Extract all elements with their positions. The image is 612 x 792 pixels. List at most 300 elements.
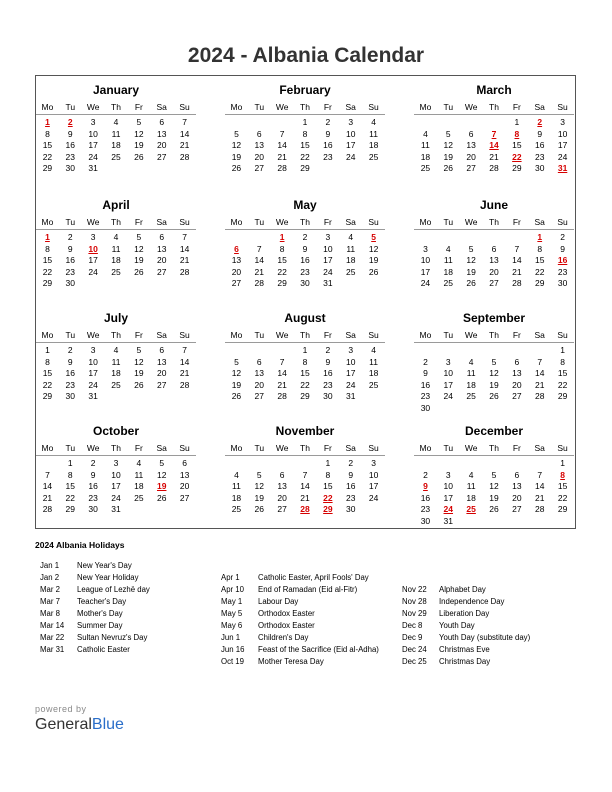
day-cell: 13: [489, 255, 499, 265]
day-cell: 15: [42, 140, 53, 150]
weekday-label: Sa: [534, 217, 545, 227]
holiday-name: Alphabet Day: [439, 585, 486, 594]
day-cell: 1: [325, 458, 331, 468]
weekday-label: Tu: [443, 102, 454, 112]
day-cell: 27: [156, 266, 167, 277]
day-cell: 22: [300, 151, 310, 162]
day-cell: 22: [65, 492, 76, 503]
day-cell: 27: [512, 391, 522, 401]
day-cell: 18: [111, 140, 121, 150]
day-cell: 8: [325, 469, 331, 480]
day-cell: 12: [134, 356, 144, 367]
month-december: [414, 417, 574, 525]
day-cell: 3: [113, 458, 119, 468]
holiday-row: [221, 608, 379, 620]
day-cell: 19: [466, 266, 476, 277]
day-cell: 25: [368, 151, 379, 162]
weekday-label: Th: [111, 102, 121, 112]
day-cell: 29: [65, 504, 76, 514]
weekday-label: Sa: [534, 102, 545, 112]
day-cell: 12: [254, 481, 265, 491]
holidays-heading: 2024 Albania Holidays: [35, 540, 125, 550]
holiday-name: Sultan Nevruz's Day: [77, 633, 148, 642]
day-cell: 27: [489, 278, 499, 288]
day-cell: 5: [136, 232, 142, 242]
day-cell: 19: [368, 255, 379, 265]
day-cell: 24: [420, 278, 431, 288]
day-cell: 4: [113, 117, 119, 127]
day-cell: 30: [534, 163, 545, 173]
day-cell: 18: [134, 481, 144, 491]
day-cell: 24: [557, 151, 568, 162]
day-cell: 19: [134, 255, 144, 265]
weekday-label: Tu: [443, 217, 454, 227]
day-cell: 2: [90, 458, 96, 468]
day-cell: 28: [534, 391, 545, 401]
day-cell: 5: [256, 469, 262, 480]
day-cell: 11: [346, 243, 356, 254]
weekday-label: Th: [300, 217, 310, 227]
holiday-name: Mother's Day: [77, 609, 123, 618]
day-cell: 21: [512, 266, 522, 277]
day-cell: 25: [443, 278, 454, 288]
day-cell: 26: [489, 504, 499, 514]
day-cell: 16: [345, 481, 356, 491]
day-cell: 6: [514, 356, 520, 367]
holiday-date: Mar 22: [40, 633, 65, 642]
month-name: January: [92, 83, 140, 97]
day-cell: 18: [231, 492, 242, 503]
weekday-label: We: [275, 102, 289, 112]
day-cell: 28: [179, 151, 190, 162]
day-cell: 17: [345, 140, 356, 150]
day-cell: 16: [323, 140, 333, 150]
day-cell: 17: [420, 266, 431, 277]
day-cell: 4: [423, 128, 428, 139]
day-cell: 25: [111, 151, 121, 162]
day-cell: 22: [300, 379, 310, 390]
month-may: [225, 191, 385, 299]
weekday-label: Th: [300, 102, 310, 112]
day-cell: 2: [325, 345, 331, 355]
day-cell: 21: [534, 379, 545, 390]
day-cell: 30: [65, 391, 76, 401]
holiday-date: May 1: [221, 597, 243, 606]
day-cell: 29: [42, 391, 53, 401]
weekday-label: Th: [489, 217, 499, 227]
day-cell: 29: [512, 163, 522, 173]
day-cell: 23: [345, 492, 356, 503]
weekday-label: Tu: [443, 330, 454, 340]
holiday-day-cell: 5: [371, 232, 376, 242]
weekday-label: Mo: [41, 330, 54, 340]
holiday-row: [40, 620, 150, 632]
day-cell: 28: [179, 379, 190, 390]
weekday-header: [36, 217, 196, 230]
day-cell: 27: [254, 391, 265, 401]
weekday-label: We: [86, 443, 100, 453]
day-cell: 23: [420, 391, 431, 401]
weekday-label: Su: [368, 102, 379, 112]
day-cell: 11: [111, 128, 121, 139]
day-cell: 26: [443, 163, 454, 173]
day-cell: 14: [42, 481, 53, 491]
day-cell: 15: [42, 368, 53, 378]
weekday-label: Fr: [134, 443, 143, 453]
day-cell: 2: [325, 117, 331, 127]
weekday-label: Fr: [323, 217, 332, 227]
day-cell: 21: [254, 266, 265, 277]
day-cell: 13: [156, 128, 167, 139]
day-cell: 28: [42, 504, 53, 514]
holiday-row: [40, 572, 150, 584]
day-cell: 21: [534, 492, 545, 503]
holiday-row: [40, 560, 150, 572]
day-cell: 11: [369, 356, 378, 367]
day-cell: 17: [88, 368, 98, 378]
day-cell: 5: [491, 356, 497, 367]
day-cell: 16: [534, 140, 545, 150]
powered-by-text: powered by: [35, 704, 87, 714]
holiday-date: May 5: [221, 609, 243, 618]
day-cell: 21: [489, 151, 499, 162]
day-cell: 13: [254, 368, 265, 378]
day-cell: 26: [134, 151, 144, 162]
weekday-label: Su: [557, 330, 568, 340]
holiday-row: [221, 620, 379, 632]
holiday-row: [40, 632, 150, 644]
weekday-label: Su: [368, 443, 379, 453]
day-cell: 25: [111, 266, 121, 277]
day-cell: 8: [45, 243, 50, 254]
day-cell: 2: [67, 345, 73, 355]
day-cell: 29: [277, 278, 287, 288]
day-cell: 7: [182, 232, 187, 242]
day-cell: 7: [537, 356, 543, 367]
day-cell: 18: [420, 151, 431, 162]
day-cell: 20: [466, 151, 476, 162]
weekday-header: [36, 443, 196, 456]
weekday-header: [225, 217, 385, 230]
day-cell: 8: [302, 128, 308, 139]
weekday-label: Sa: [534, 443, 545, 453]
weekday-label: We: [86, 102, 100, 112]
holiday-row: [40, 596, 150, 608]
day-cell: 22: [42, 151, 53, 162]
day-cell: 13: [179, 469, 190, 480]
holiday-day-cell: 14: [489, 140, 499, 150]
weekday-label: Tu: [65, 330, 76, 340]
day-cell: 20: [156, 368, 167, 378]
holiday-day-cell: 8: [560, 469, 565, 480]
generalblue-logo[interactable]: [35, 704, 124, 734]
day-cell: 23: [534, 151, 545, 162]
day-cell: 30: [65, 278, 76, 288]
day-cell: 3: [445, 469, 451, 480]
day-cell: 19: [489, 379, 499, 390]
day-cell: 12: [134, 128, 144, 139]
holiday-row: [402, 656, 530, 668]
day-cell: 9: [90, 469, 96, 480]
day-cell: 28: [512, 278, 522, 288]
day-cell: 6: [182, 458, 187, 468]
day-cell: 31: [88, 391, 98, 401]
day-cell: 20: [512, 492, 522, 503]
brand-name: [35, 716, 124, 734]
weekday-label: Mo: [230, 217, 243, 227]
holiday-day-cell: 29: [323, 504, 333, 514]
day-cell: 21: [179, 368, 190, 378]
day-cell: 11: [111, 356, 121, 367]
weekday-label: Fr: [134, 217, 143, 227]
weekday-label: Sa: [156, 330, 167, 340]
day-cell: 1: [514, 117, 520, 127]
holiday-day-cell: 31: [557, 163, 568, 173]
weekday-label: Sa: [156, 443, 167, 453]
holiday-day-cell: 22: [512, 151, 522, 162]
holiday-name: Catholic Easter: [77, 645, 130, 654]
day-cell: 8: [67, 469, 73, 480]
day-cell: 10: [111, 469, 121, 480]
holiday-date: Dec 9: [402, 633, 423, 642]
weekday-header: [414, 443, 574, 456]
day-cell: 11: [466, 481, 476, 491]
day-cell: 4: [468, 469, 474, 480]
day-cell: 19: [254, 492, 265, 503]
day-cell: 6: [159, 232, 165, 242]
day-cell: 9: [67, 128, 73, 139]
day-cell: 26: [231, 391, 242, 401]
day-cell: 24: [88, 379, 98, 390]
holiday-row: [221, 656, 379, 668]
day-cell: 18: [368, 368, 379, 378]
holiday-day-cell: 22: [323, 492, 333, 503]
day-cell: 23: [65, 151, 76, 162]
day-cell: 18: [345, 255, 356, 265]
weekday-label: Th: [111, 217, 121, 227]
weekday-label: Sa: [345, 217, 356, 227]
holiday-day-cell: 24: [443, 504, 454, 514]
holiday-name: Catholic Easter, April Fools' Day: [258, 573, 369, 582]
weekday-label: Tu: [254, 102, 265, 112]
weekday-label: Sa: [534, 330, 545, 340]
holiday-date: Dec 8: [402, 621, 423, 630]
day-cell: 31: [443, 515, 454, 526]
day-cell: 10: [88, 128, 98, 139]
weekday-label: Th: [111, 443, 121, 453]
day-cell: 17: [443, 379, 454, 390]
holiday-column: [40, 560, 150, 656]
day-cell: 6: [279, 469, 285, 480]
holiday-row: [40, 584, 150, 596]
day-cell: 3: [371, 458, 376, 468]
day-cell: 17: [323, 255, 333, 265]
weekday-label: Th: [300, 330, 310, 340]
day-cell: 25: [368, 379, 379, 390]
weekday-label: Th: [300, 443, 310, 453]
day-cell: 21: [179, 255, 190, 265]
day-cell: 21: [42, 492, 53, 503]
day-cell: 12: [489, 481, 499, 491]
day-cell: 27: [277, 504, 287, 514]
day-cell: 18: [368, 140, 379, 150]
day-cell: 14: [179, 128, 190, 139]
day-cell: 30: [323, 391, 333, 401]
weekday-label: Tu: [443, 443, 454, 453]
weekday-label: Mo: [419, 330, 432, 340]
day-cell: 16: [65, 368, 76, 378]
weekday-label: Tu: [254, 443, 265, 453]
day-cell: 3: [445, 356, 451, 367]
holiday-day-cell: 6: [234, 243, 239, 254]
day-cell: 29: [300, 391, 310, 401]
day-cell: 29: [557, 504, 568, 514]
weekday-label: Sa: [345, 102, 356, 112]
weekday-label: We: [275, 330, 289, 340]
day-cell: 17: [88, 140, 98, 150]
day-cell: 25: [466, 391, 476, 401]
day-cell: 16: [420, 379, 431, 390]
day-cell: 30: [65, 163, 76, 173]
day-cell: 26: [231, 163, 242, 173]
day-cell: 17: [443, 492, 454, 503]
day-cell: 30: [300, 278, 310, 288]
holiday-date: Apr 10: [221, 585, 244, 594]
weekday-label: Fr: [323, 330, 332, 340]
holiday-name: Labour Day: [258, 597, 299, 606]
day-cell: 7: [182, 345, 187, 355]
day-cell: 6: [256, 128, 262, 139]
month-name: September: [462, 311, 526, 325]
holiday-row: [221, 644, 379, 656]
day-cell: 1: [302, 345, 308, 355]
holiday-name: New Year's Day: [77, 561, 132, 570]
weekday-label: Su: [179, 443, 190, 453]
weekday-label: Sa: [156, 102, 167, 112]
day-cell: 23: [323, 379, 333, 390]
weekday-label: Su: [557, 217, 568, 227]
day-cell: 9: [537, 128, 543, 139]
day-cell: 30: [345, 504, 356, 514]
holiday-day-cell: 8: [514, 128, 520, 139]
day-cell: 9: [67, 243, 73, 254]
day-cell: 16: [88, 481, 98, 491]
day-cell: 4: [234, 469, 239, 480]
day-cell: 20: [254, 151, 265, 162]
day-cell: 13: [277, 481, 287, 491]
weekday-label: Fr: [512, 443, 521, 453]
day-cell: 22: [534, 266, 545, 277]
brand-blue: Blue: [91, 716, 124, 733]
day-cell: 31: [88, 163, 98, 173]
holiday-name: Christmas Eve: [439, 645, 490, 654]
day-cell: 20: [156, 140, 167, 150]
day-cell: 13: [254, 140, 265, 150]
holiday-name: Children's Day: [258, 633, 309, 642]
day-cell: 13: [512, 368, 522, 378]
weekday-label: Mo: [41, 443, 54, 453]
holiday-date: Mar 8: [40, 609, 60, 618]
holiday-date: Dec 24: [402, 645, 427, 654]
day-cell: 26: [466, 278, 476, 288]
day-cell: 2: [348, 458, 354, 468]
day-cell: 22: [277, 266, 287, 277]
day-cell: 20: [254, 379, 265, 390]
holiday-day-cell: 7: [491, 128, 497, 139]
holiday-day-cell: 1: [279, 232, 285, 242]
day-cell: 12: [489, 368, 499, 378]
day-cell: 4: [348, 232, 354, 242]
day-cell: 10: [345, 356, 356, 367]
weekday-header: [225, 102, 385, 115]
weekday-label: We: [275, 443, 289, 453]
weekday-label: Fr: [323, 443, 332, 453]
day-cell: 23: [300, 266, 310, 277]
day-cell: 8: [537, 243, 543, 254]
holiday-date: Jan 2: [40, 573, 60, 582]
month-name: May: [293, 198, 317, 212]
day-cell: 7: [279, 128, 285, 139]
day-cell: 6: [159, 117, 165, 127]
day-cell: 23: [65, 379, 76, 390]
day-cell: 27: [512, 504, 522, 514]
day-cell: 9: [348, 469, 354, 480]
holiday-day-cell: 1: [45, 232, 50, 242]
holiday-name: Teacher's Day: [77, 597, 127, 606]
day-cell: 28: [277, 391, 287, 401]
day-cell: 9: [325, 128, 331, 139]
day-cell: 17: [111, 481, 121, 491]
weekday-label: Mo: [419, 217, 432, 227]
day-cell: 15: [277, 255, 287, 265]
day-cell: 9: [325, 356, 331, 367]
weekday-label: Su: [179, 102, 190, 112]
weekday-label: We: [464, 217, 478, 227]
day-cell: 8: [279, 243, 285, 254]
holiday-date: Nov 22: [402, 585, 427, 594]
weekday-label: We: [275, 217, 289, 227]
day-cell: 29: [42, 278, 53, 288]
weekday-label: Tu: [65, 102, 76, 112]
day-cell: 3: [348, 345, 354, 355]
day-cell: 31: [345, 391, 356, 401]
day-cell: 3: [325, 232, 331, 242]
weekday-label: We: [86, 330, 100, 340]
month-name: March: [476, 83, 512, 97]
day-cell: 9: [67, 356, 73, 367]
day-cell: 15: [512, 140, 522, 150]
day-cell: 16: [420, 492, 431, 503]
day-cell: 3: [348, 117, 354, 127]
day-cell: 5: [159, 458, 165, 468]
day-cell: 22: [557, 492, 568, 503]
day-cell: 8: [302, 356, 308, 367]
month-name: October: [92, 424, 139, 438]
day-cell: 30: [420, 402, 431, 413]
day-cell: 27: [254, 163, 265, 173]
day-cell: 26: [156, 492, 167, 503]
day-cell: 21: [277, 379, 287, 390]
day-cell: 11: [369, 128, 378, 139]
day-cell: 13: [466, 140, 476, 150]
day-cell: 4: [371, 345, 376, 355]
day-cell: 27: [466, 163, 476, 173]
month-name: July: [103, 311, 128, 325]
day-cell: 9: [423, 368, 428, 378]
day-cell: 14: [534, 481, 545, 491]
day-cell: 10: [88, 356, 98, 367]
day-cell: 14: [277, 368, 287, 378]
